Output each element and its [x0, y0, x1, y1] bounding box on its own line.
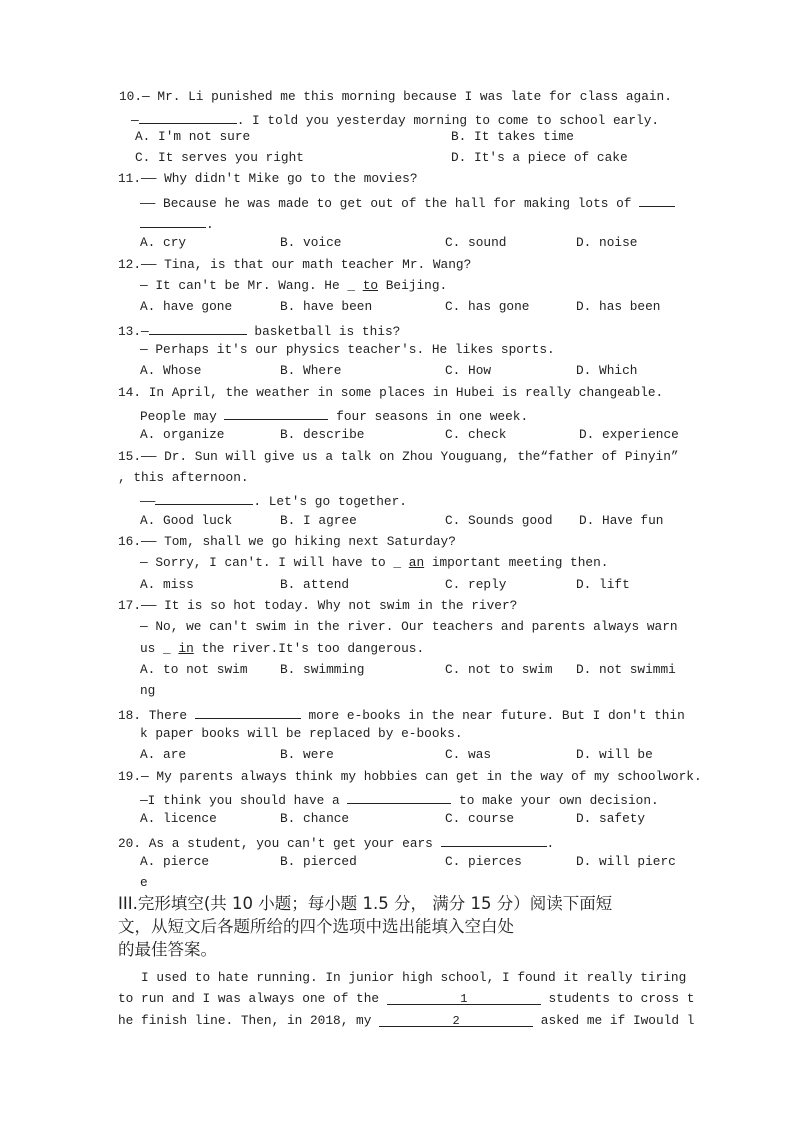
option-a: A. Good luck — [140, 513, 233, 528]
passage-line-2 — [118, 991, 694, 1007]
option-a: A. miss — [140, 577, 194, 592]
option-b: B. voice — [280, 235, 342, 250]
reply-suffix: to make your own decision. — [451, 793, 659, 808]
line-prefix: to run and I was always one of the — [118, 991, 380, 1006]
question-10-stem: 10.— Mr. Li punished me this morning because I was late for class again. — [119, 89, 672, 104]
line-prefix: us _ — [140, 641, 179, 656]
answer-blank[interactable] — [441, 833, 547, 847]
option-d: D. will pierc — [576, 854, 676, 869]
option-a: A. Whose — [140, 363, 202, 378]
reply-prefix: — Sorry, I can't. I will have to _ — [140, 555, 409, 570]
underlined-word: in — [178, 641, 194, 656]
question-20-stem — [118, 833, 554, 852]
option-d: D. noise — [576, 235, 638, 250]
question-17-reply-cont — [140, 641, 424, 657]
option-b: B. pierced — [280, 854, 357, 869]
question-18-stem-cont: k paper books will be replaced by e-books. — [140, 726, 463, 741]
reply-suffix: important meeting then. — [424, 555, 609, 570]
line-suffix: the river.It's too dangerous. — [193, 641, 425, 656]
reply-prefix: —— — [140, 494, 156, 509]
underlined-word: an — [408, 555, 425, 570]
question-14-stem: 14. In April, the weather in some places in Hubei is really changeable. — [118, 385, 664, 400]
line-suffix: four seasons in one week. — [328, 409, 529, 424]
option-d: D. not swimmi — [576, 662, 676, 677]
reply-suffix: . I told you yesterday morning to come to school early. — [236, 113, 660, 128]
question-12-stem: 12.—— Tina, is that our math teacher Mr. Wang? — [118, 257, 472, 272]
question-10-reply — [131, 110, 659, 129]
option-b: B. describe — [280, 427, 365, 442]
option-d: D. experience — [579, 427, 679, 442]
option-c: C. It serves you right — [135, 150, 304, 165]
option-a: A. licence — [140, 811, 217, 826]
stem-suffix: more e-books in the near future. But I don't thin — [300, 708, 685, 723]
option-b: B. swimming — [280, 662, 365, 677]
reply-prefix: — It can't be Mr. Wang. He _ — [140, 278, 363, 293]
cloze-blank-2[interactable]: 2 — [379, 1013, 533, 1027]
question-16-reply — [140, 555, 608, 571]
question-13-reply: — Perhaps it's our physics teacher's. He likes sports. — [140, 342, 555, 357]
question-19-reply — [140, 790, 659, 809]
option-d: D. safety — [576, 811, 646, 826]
question-13-stem — [118, 321, 400, 340]
option-a: A. to not swim — [140, 662, 248, 677]
answer-blank[interactable] — [224, 406, 328, 420]
reply-text: —— Because he was made to get out of the hall for making lots of — [140, 196, 632, 211]
answer-blank[interactable] — [155, 491, 253, 505]
option-b: B. Where — [280, 363, 342, 378]
option-b: B. attend — [280, 577, 350, 592]
question-18-stem — [118, 705, 685, 724]
section-3-heading-line2: 文，从短文后各题所给的四个选项中选出能填入空白处 — [118, 917, 514, 936]
option-a: A. I'm not sure — [135, 129, 251, 144]
question-11-reply — [140, 193, 675, 212]
line-suffix: students to cross t — [540, 991, 695, 1006]
option-d-wrap: e — [140, 875, 148, 890]
option-b: B. I agree — [280, 513, 357, 528]
section-3-heading-line3: 的最佳答案。 — [118, 940, 217, 959]
passage-line-3 — [118, 1013, 694, 1029]
question-15-stem: 15.—— Dr. Sun will give us a talk on Zhou Youguang, the“father of Pinyin” — [118, 449, 679, 464]
question-15-stem-cont: , this afternoon. — [118, 470, 249, 485]
question-19-stem: 19.— My parents always think my hobbies can get in the way of my schoolwork. — [118, 769, 702, 784]
reply-suffix: Beijing. — [378, 278, 448, 293]
question-14-line2 — [140, 406, 528, 425]
option-a: A. organize — [140, 427, 225, 442]
reply-suffix: . Let's go together. — [253, 494, 407, 509]
option-c: C. course — [445, 811, 515, 826]
passage-line-1: I used to hate running. In junior high school, I found it really tiring — [118, 970, 687, 985]
stem-suffix: . — [546, 836, 555, 851]
option-a: A. have gone — [140, 299, 233, 314]
option-d: D. lift — [576, 577, 630, 592]
option-c: C. sound — [445, 235, 507, 250]
reply-prefix: — — [131, 113, 139, 128]
answer-blank[interactable] — [347, 790, 451, 804]
option-d: D. Have fun — [579, 513, 664, 528]
option-b: B. have been — [280, 299, 373, 314]
question-17-reply: — No, we can't swim in the river. Our teachers and parents always warn — [140, 619, 678, 634]
option-a: A. pierce — [140, 854, 210, 869]
reply-prefix: —I think you should have a — [140, 793, 340, 808]
option-c: C. reply — [445, 577, 507, 592]
option-d: D. It's a piece of cake — [451, 150, 628, 165]
option-a: A. cry — [140, 235, 187, 250]
question-16-stem: 16.—— Tom, shall we go hiking next Saturday? — [118, 534, 456, 549]
option-c: C. How — [445, 363, 492, 378]
option-d-wrap: ng — [140, 683, 156, 698]
answer-blank[interactable] — [139, 110, 237, 124]
question-11-reply-cont — [140, 214, 214, 233]
option-b: B. were — [280, 747, 334, 762]
option-c: C. check — [445, 427, 507, 442]
line-prefix: he finish line. Then, in 2018, my — [118, 1013, 372, 1028]
line-prefix: People may — [140, 409, 217, 424]
option-d: D. has been — [576, 299, 661, 314]
answer-blank[interactable] — [149, 321, 247, 335]
line-suffix: asked me if Iwould l — [533, 1013, 695, 1028]
option-c: C. was — [445, 747, 492, 762]
cloze-blank-1[interactable]: 1 — [387, 991, 541, 1005]
question-12-reply — [140, 278, 447, 294]
underlined-word: to — [362, 278, 379, 293]
option-c: C. pierces — [445, 854, 522, 869]
stem-prefix: 20. As a student, you can't get your ears — [118, 836, 433, 851]
option-c: C. Sounds good — [445, 513, 553, 528]
option-d: D. will be — [576, 747, 653, 762]
question-11-stem: 11.—— Why didn't Mike go to the movies? — [118, 171, 418, 186]
answer-blank-cont[interactable] — [140, 214, 206, 228]
question-15-reply — [140, 491, 407, 510]
answer-blank[interactable] — [195, 705, 301, 719]
option-c: C. has gone — [445, 299, 530, 314]
option-b: B. It takes time — [451, 129, 574, 144]
answer-blank[interactable] — [639, 193, 675, 207]
option-a: A. are — [140, 747, 187, 762]
reply-period: . — [206, 217, 214, 232]
stem-prefix: 18. There — [118, 708, 188, 723]
section-3-heading-line1: III.完形填空(共 10 小题；每小题 1.5 分， 满分 15 分）阅读下面短 — [118, 894, 613, 913]
stem-prefix: 13.— — [118, 324, 149, 339]
stem-suffix: basketball is this? — [246, 324, 401, 339]
question-17-stem: 17.—— It is so hot today. Why not swim in the river? — [118, 598, 518, 613]
option-d: D. Which — [576, 363, 638, 378]
option-b: B. chance — [280, 811, 350, 826]
option-c: C. not to swim — [445, 662, 553, 677]
